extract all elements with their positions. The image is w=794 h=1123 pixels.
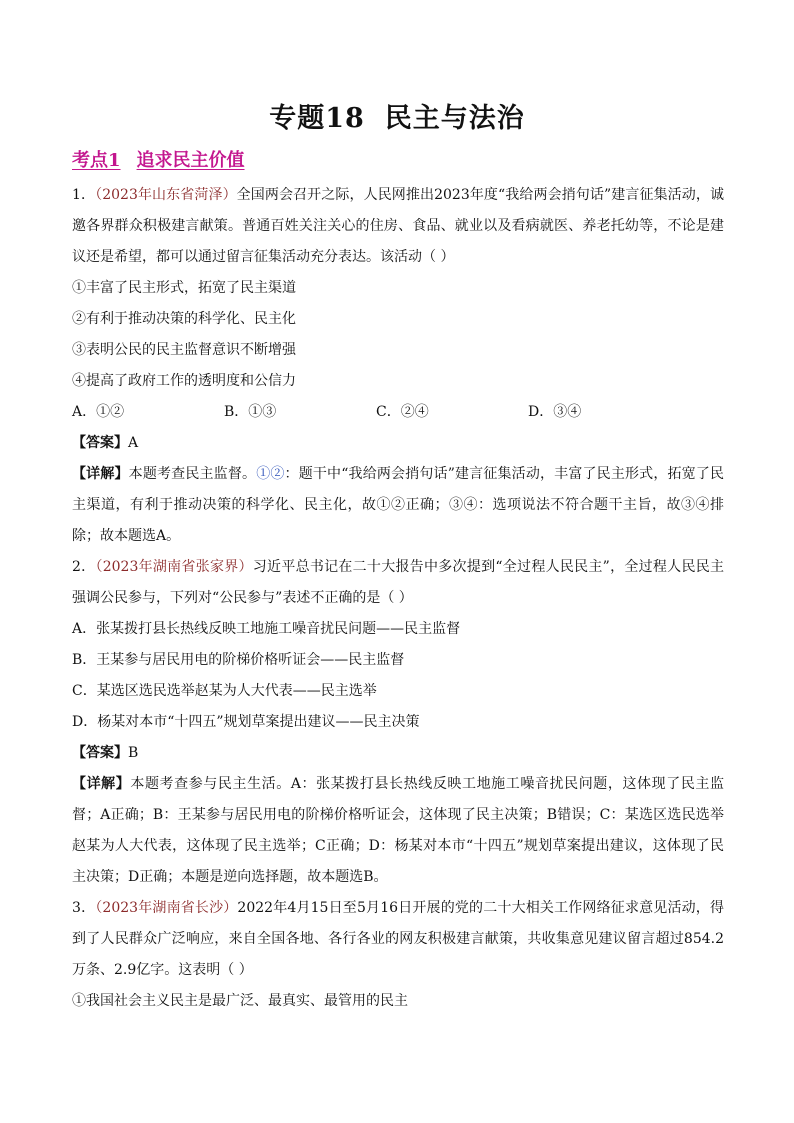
section-name: 追求民主价值 xyxy=(136,150,245,171)
question-source: （2023年湖南省张家界） xyxy=(95,559,253,575)
explanation-text: 本题考查民主监督。 xyxy=(128,466,257,482)
answer-label: 【答案】 xyxy=(72,435,128,451)
answer-value: B xyxy=(128,745,139,761)
answer-options xyxy=(72,397,724,428)
option-b: B．王某参与居民用电的阶梯价格听证会——民主监督 xyxy=(72,652,405,668)
document-body xyxy=(72,180,724,1017)
statement-item: ①我国社会主义民主是最广泛、最真实、最管用的民主 xyxy=(72,993,408,1009)
explanation xyxy=(72,459,724,552)
explanation xyxy=(72,769,724,893)
section-label: 考点1 xyxy=(72,150,121,171)
question-number: 3． xyxy=(72,900,96,916)
option-c: C．②④ xyxy=(376,404,429,420)
explanation-text: ：题干中“我给两会捎句话”建言征集活动，丰富了民主形式，拓宽了民主渠道，有利于推动决策的科学化、民主化，故①②正确；③④：选项说法不符合题干主旨，故③④排除；故本题选A。 xyxy=(72,466,725,544)
question-text: 2022年4月15日至5月16日开展的党的二十大相关工作网络征求意见活动，得到了人民群众广泛响应，来自全国各地、各行各业的网友积极建言献策，共收集意见建议留言超过854.2万条、2.9亿字。这表明（ ） xyxy=(72,900,724,978)
explanation-text: 本题考查参与民主生活。A：张某拨打县长热线反映工地施工噪音扰民问题，这体现了民主监督；A正确；B：王某参与居民用电的阶梯价格听证会，这体现了民主决策；B错误；C：某选区选民选举赵某为人大代表，这体现了民主选举；C正确；D：杨某对本市“十四五”规划草案提出建议，这体现了民主决策；D正确；本题是逆向选择题，故本题选B。 xyxy=(72,776,725,885)
option-b: B．①③ xyxy=(224,404,277,420)
statement-item: ③表明公民的民主监督意识不断增强 xyxy=(72,342,296,358)
option-d: D．杨某对本市“十四五”规划草案提出建议——民主决策 xyxy=(72,714,420,730)
answer-value: A xyxy=(128,435,139,451)
answer-label: 【答案】 xyxy=(72,745,128,761)
question-source: （2023年山东省菏泽） xyxy=(95,187,237,203)
statement-item: ①丰富了民主形式，拓宽了民主渠道 xyxy=(72,280,296,296)
option-a: A．①② xyxy=(72,404,125,420)
option-c: C．某选区选民选举赵某为人大代表——民主选举 xyxy=(72,683,377,699)
title-prefix: 专题18 xyxy=(269,103,365,134)
question-3-stem xyxy=(72,893,724,986)
question-number: 1． xyxy=(72,187,96,203)
question-text: 全国两会召开之际，人民网推出2023年度“我给两会捎句话”建言征集活动，诚邀各界群众积极建言献策。普通百姓关注关心的住房、食品、就业以及看病就医、养老托幼等，不论是建议还是希望，都可以通过留言征集活动充分表达。该活动（ ） xyxy=(72,187,724,265)
statement-item: ②有利于推动决策的科学化、民主化 xyxy=(72,311,296,327)
question-text: 习近平总书记在二十大报告中多次提到“全过程人民民主”，全过程人民民主强调公民参与，下列对“公民参与”表述不正确的是（ ） xyxy=(72,559,724,606)
page-title xyxy=(0,96,794,135)
question-number: 2． xyxy=(72,559,96,575)
question-2-stem xyxy=(72,552,724,614)
question-1-stem xyxy=(72,180,724,273)
section-heading xyxy=(72,146,245,172)
explanation-label: 【详解】 xyxy=(72,776,131,792)
title-topic: 民主与法治 xyxy=(384,103,525,134)
statement-item: ④提高了政府工作的透明度和公信力 xyxy=(72,373,296,389)
answer xyxy=(72,428,724,459)
option-d: D．③④ xyxy=(528,404,582,420)
question-source: （2023年湖南省长沙） xyxy=(95,900,238,916)
explanation-label: 【详解】 xyxy=(72,466,129,482)
option-a: A．张某拨打县长热线反映工地施工噪音扰民问题——民主监督 xyxy=(72,621,461,637)
explanation-highlight: ①② xyxy=(256,466,285,482)
answer xyxy=(72,738,724,769)
